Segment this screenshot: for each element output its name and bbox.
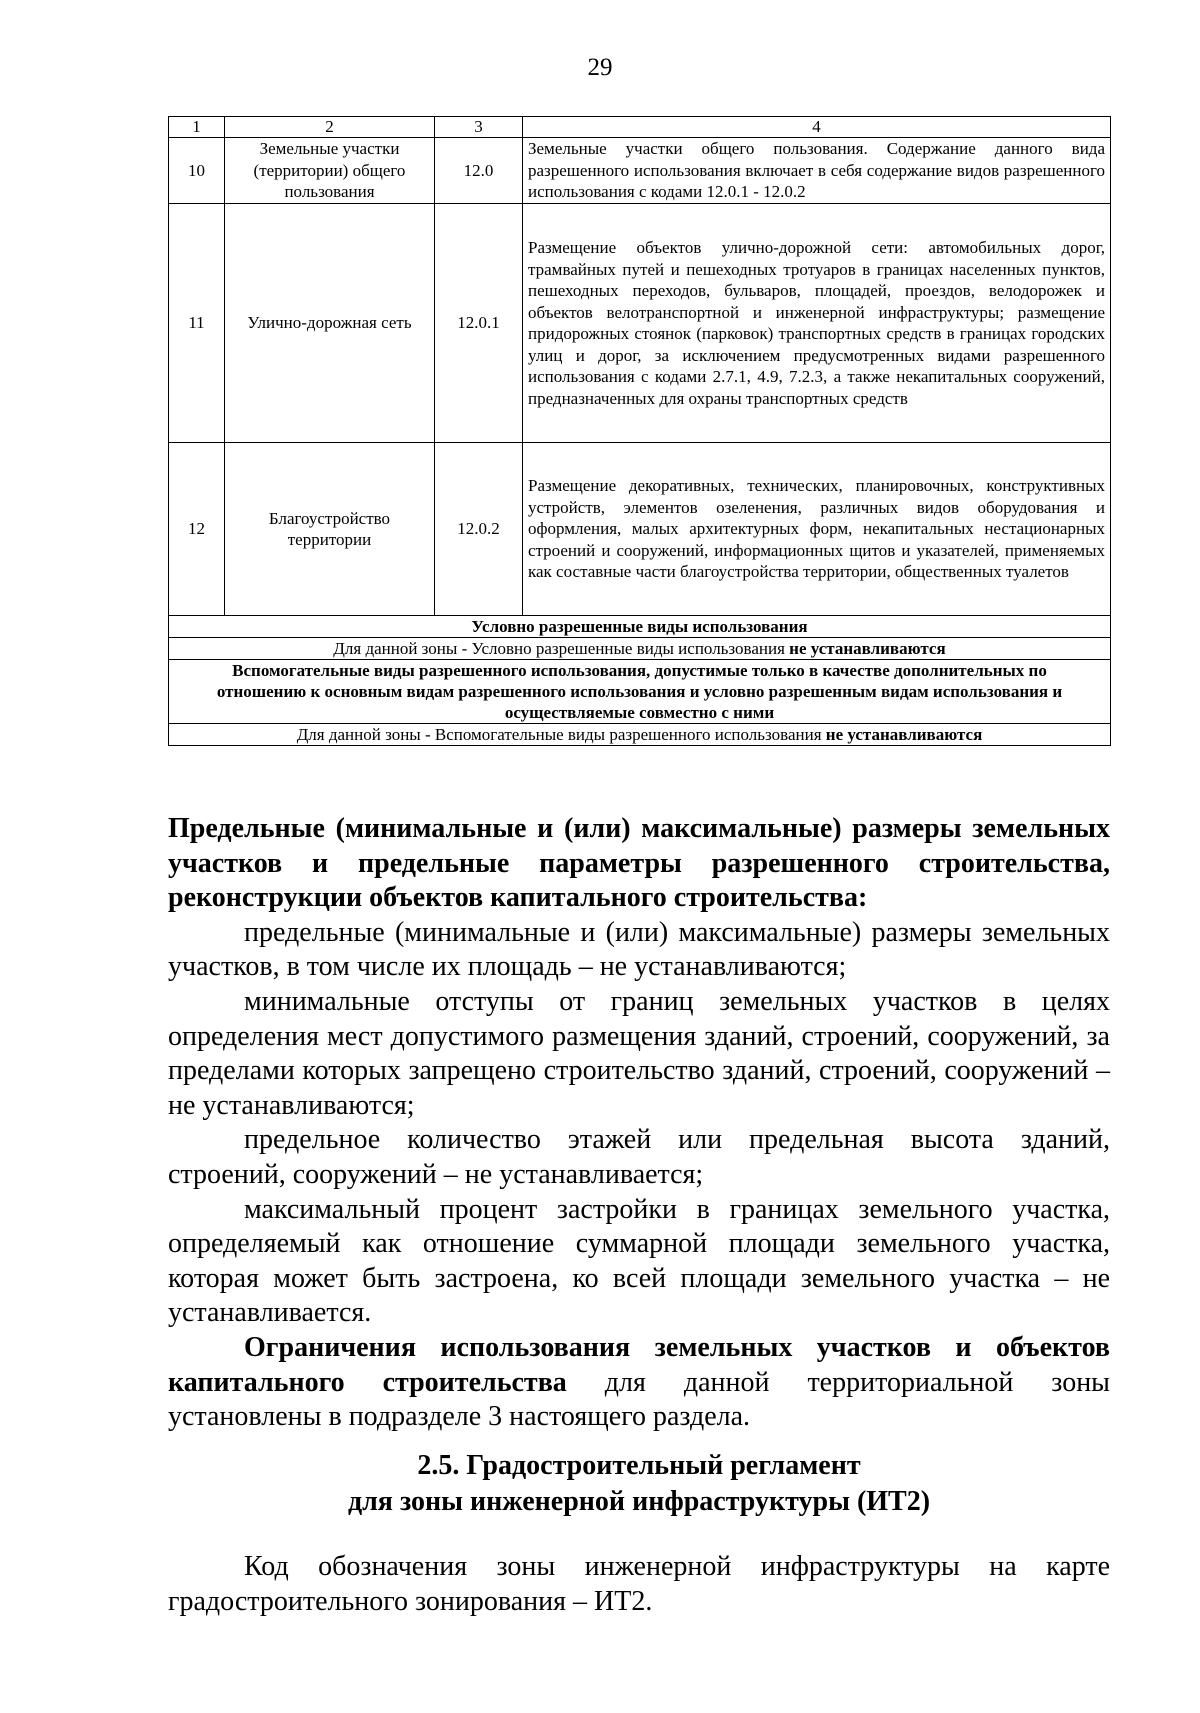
header-cell: 1 — [169, 117, 225, 138]
section-paragraph: Код обозначения зоны инженерной инфраструктуры на карте градостроительного зонирования – ИТ2. — [168, 1551, 1110, 1617]
conditional-note-text: Для данной зоны - Условно разрешенные виды использования — [333, 639, 790, 658]
conditional-note-row — [169, 638, 1111, 660]
section-body — [168, 1550, 1110, 1619]
limits-paragraph: максимальный процент застройки в границах земельного участка, определяемый как отношение суммарной площади земельного участка, которая может быть застроена, ко всей площади земельного участка – не устанавливается. — [168, 1193, 1110, 1329]
use-name: Улично-дорожная сеть — [225, 204, 435, 443]
header-cell: 4 — [523, 117, 1111, 138]
use-name: Благоустройство территории — [225, 443, 435, 616]
auxiliary-note-text: Для данной зоны - Вспомогательные виды разрешенного использования — [296, 725, 826, 744]
auxiliary-uses-note — [169, 724, 1111, 746]
land-use-table — [168, 116, 1111, 746]
use-code: 12.0.2 — [435, 443, 523, 616]
table-row — [169, 443, 1111, 616]
limits-heading: Предельные (минимальные и (или) максимальные) размеры земельных участков и предельные параметры разрешенного строительства, реконструкции объектов капитального строительства: — [168, 813, 1110, 914]
conditional-uses-note — [169, 638, 1111, 660]
use-code: 12.0 — [435, 138, 523, 204]
row-number: 11 — [169, 204, 225, 443]
use-description: Размещение декоративных, технических, планировочных, конструктивных устройств, элементов озеленения, различных видов оборудования и оформления, малых архитектурных форм, некапитальных нестационарных строений и сооружений, информационных щитов и указателей, применяемых как составные части благоустройства территории, общественных туалетов — [523, 443, 1111, 616]
use-description: Земельные участки общего пользования. Содержание данного вида разрешенного использования включает в себя содержание видов разрешенного использования с кодами 12.0.1 - 12.0.2 — [523, 138, 1111, 204]
use-code: 12.0.1 — [435, 204, 523, 443]
restrictions-bold: Ограничения использования земельных участков и объектов капитального строительства — [168, 1331, 1110, 1398]
conditional-header-row — [169, 616, 1111, 638]
auxiliary-note-emphasis: не устанавливаются — [825, 725, 983, 744]
limits-paragraph: предельные (минимальные и (или) максимальные) размеры земельных участков, в том числе их площадь – не устанавливаются; — [168, 916, 1110, 983]
limits-paragraph: предельное количество этажей или предельная высота зданий, строений, сооружений – не устанавливается; — [168, 1124, 1110, 1190]
row-number: 12 — [169, 443, 225, 616]
header-cell: 2 — [225, 117, 435, 138]
limits-section — [168, 812, 1110, 1435]
restrictions-rest: для данной территориальной зоны установлены в подразделе 3 настоящего раздела. — [168, 1366, 1110, 1433]
section-title-line: 2.5. Градостроительный регламент — [417, 1450, 861, 1481]
auxiliary-uses-header: Вспомогательные виды разрешенного использования, допустимые только в качестве дополнительных по отношению к основным видам разрешенного использования и условно разрешенным видам использования и осуществляемые совместно с ними — [169, 660, 1111, 724]
restrictions-paragraph — [168, 1331, 1110, 1435]
conditional-uses-header: Условно разрешенные виды использования — [169, 616, 1111, 638]
limits-paragraph: минимальные отступы от границ земельных участков в целях определения мест допустимого размещения зданий, строений, сооружений, за пределами которых запрещено строительство зданий, строений, сооружений – не устанавливаются; — [168, 985, 1110, 1121]
use-description: Размещение объектов улично-дорожной сети: автомобильных дорог, трамвайных путей и пешеходных тротуаров в границах населенных пунктов, пешеходных переходов, бульваров, площадей, проездов, велодорожек и объектов велотранспортной и инженерной инфраструктуры; размещение придорожных стоянок (парковок) транспортных средств в границах городских улиц и дорог, за исключением предусмотренных видами разрешенного использования с кодами 2.7.1, 4.9, 7.2.3, а также некапитальных сооружений, предназначенных для охраны транспортных средств — [523, 204, 1111, 443]
use-name: Земельные участки (территории) общего пользования — [225, 138, 435, 204]
conditional-note-emphasis: не устанавливаются — [789, 639, 946, 658]
page-number: 29 — [587, 54, 613, 81]
section-title-line: для зоны инженерной инфраструктуры (ИТ2) — [347, 1486, 931, 1517]
table-row — [169, 138, 1111, 204]
table-row — [169, 204, 1111, 443]
header-cell: 3 — [435, 117, 523, 138]
auxiliary-note-row — [169, 724, 1111, 746]
section-title — [168, 1448, 1110, 1520]
row-number: 10 — [169, 138, 225, 204]
auxiliary-header-row — [169, 660, 1111, 724]
table-header-row — [169, 117, 1111, 138]
